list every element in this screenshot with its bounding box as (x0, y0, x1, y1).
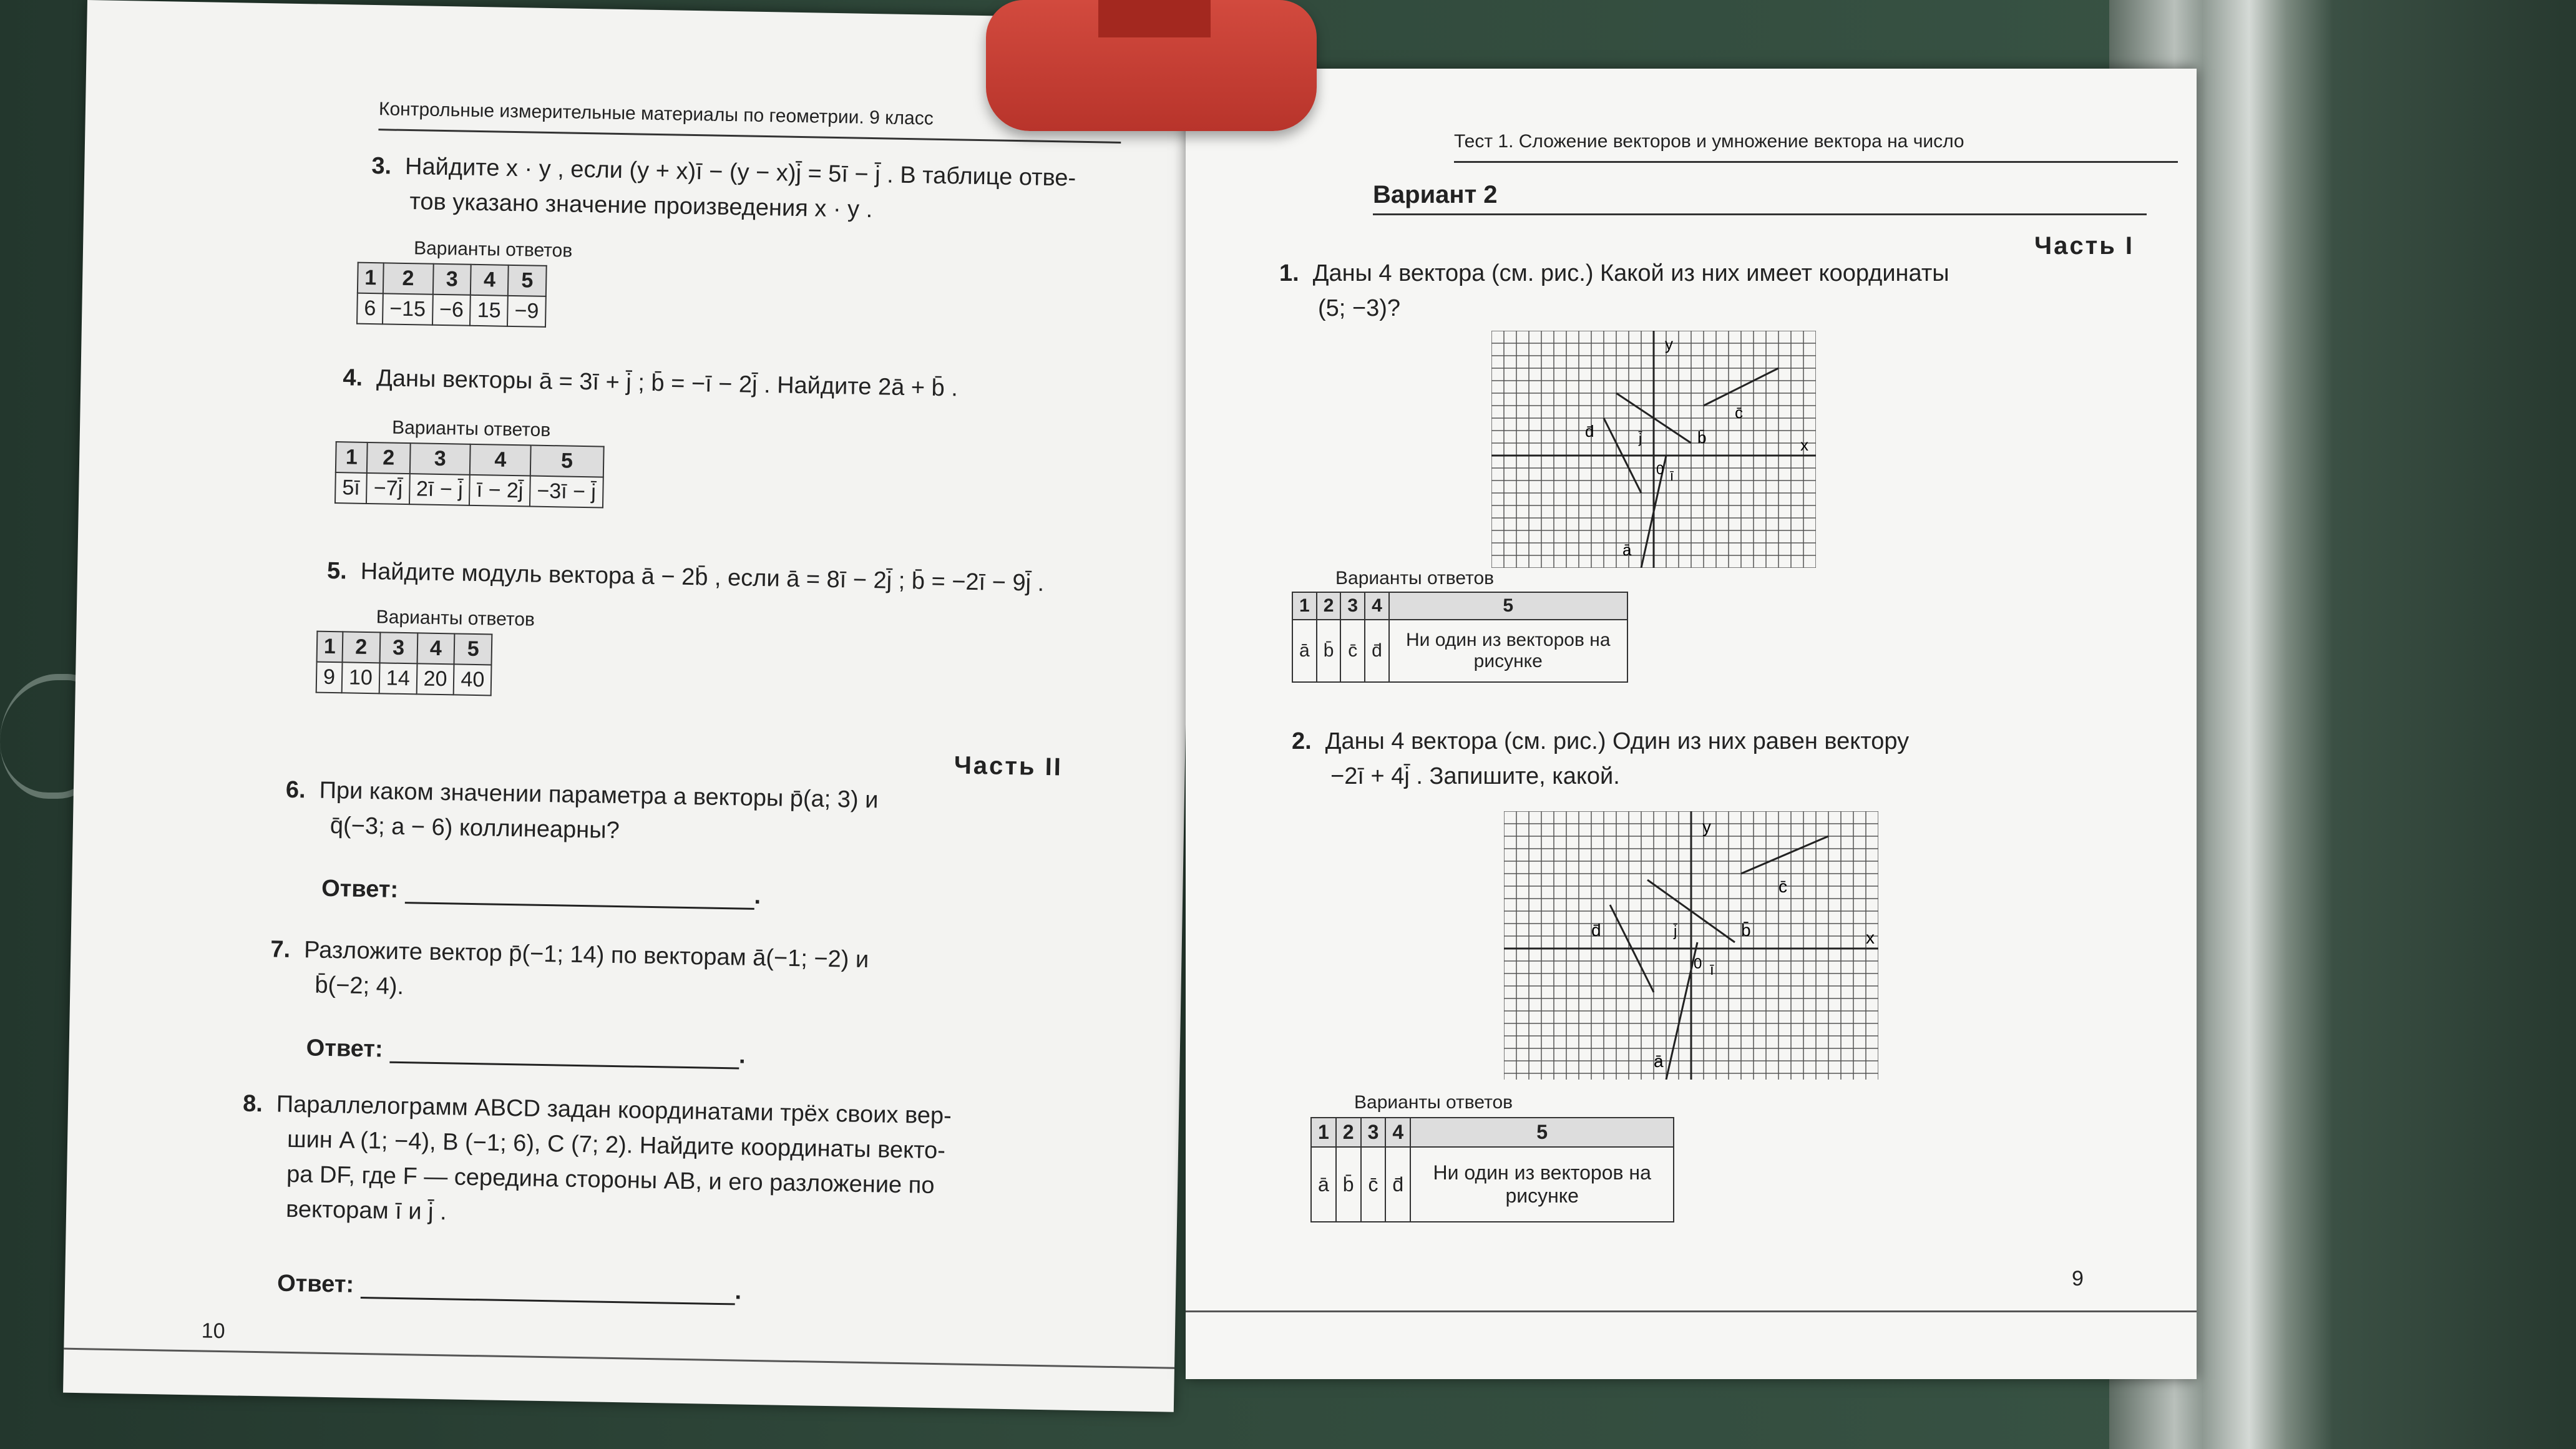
part-1-heading: Часть I (2034, 232, 2135, 260)
fig2-d-label: d̄ (1591, 920, 1601, 940)
q2-head-5: 5 (1410, 1118, 1674, 1147)
t4-head-1: 1 (336, 442, 368, 473)
answers-table-5 (316, 631, 493, 696)
answer-6-line[interactable] (404, 877, 754, 910)
t4-head-2: 2 (367, 442, 410, 474)
q2-head-1: 1 (1311, 1118, 1336, 1147)
fig1-d-label: d̄ (1585, 422, 1594, 441)
answers-caption-5: Варианты ответов (376, 607, 535, 630)
t5-val-2: 10 (342, 662, 380, 693)
right-footer-rule (1186, 1310, 2197, 1312)
t3-head-2: 2 (383, 263, 434, 294)
problem-7 (270, 932, 869, 1012)
answers-table-q1 (1292, 592, 1628, 683)
fig1-j-label: j̄ (1639, 431, 1642, 446)
q1-head-5: 5 (1389, 592, 1627, 620)
question-1-line2: (5; −3)? (1318, 295, 1401, 321)
variant-title: Вариант 2 (1373, 181, 1498, 208)
problem-6 (285, 773, 878, 853)
t4-head-5: 5 (530, 446, 603, 477)
problem-7-line1: Разложите вектор p̄(−1; 14) по векторам ā(−1; −2) и (303, 937, 869, 973)
t3-head-1: 1 (358, 263, 384, 294)
answer-7-label: Ответ: (306, 1035, 384, 1063)
t3-val-3: −6 (432, 295, 471, 326)
t5-val-1: 9 (316, 662, 343, 693)
right-page-number: 9 (2072, 1267, 2084, 1290)
fig1-b-label: b̄ (1697, 428, 1707, 447)
fig1-i-label: ī (1670, 468, 1674, 484)
fig1-x-label: x (1800, 436, 1808, 454)
problem-7-line2: b̄(−2; 4). (315, 972, 404, 1000)
question-1 (1279, 256, 1949, 326)
problem-3-line1: Найдите x · y , если (y + x)ī − (y − x)j̄ = 5ī − j̄ . В таблице отве- (404, 153, 1076, 192)
right-header-rule (1454, 161, 2178, 163)
q1-val-3: c̄ (1340, 620, 1365, 682)
question-2 (1292, 724, 1909, 794)
answers-table-q2 (1310, 1117, 1674, 1222)
q1-val-1: ā (1292, 620, 1317, 682)
t4-val-3: 2ī − j̄ (409, 474, 471, 505)
q2-head-4: 4 (1385, 1118, 1410, 1147)
q1-head-4: 4 (1365, 592, 1389, 620)
problem-8-line2: шин A (1; −4), B (−1; 6), C (7; 2). Найдите координаты векто- (286, 1126, 946, 1164)
problem-8-line3: ра DF, где F — середина стороны AB, и его разложение по (286, 1161, 935, 1199)
q1-val-5: Ни один из векторов на рисунке (1389, 620, 1627, 682)
left-page (63, 0, 1198, 1412)
fig2-a-label: ā (1654, 1051, 1664, 1071)
q1-head-3: 3 (1340, 592, 1365, 620)
q2-head-3: 3 (1361, 1118, 1386, 1147)
answer-8: Ответ: . (276, 1270, 742, 1305)
fig2-y-label: y (1702, 817, 1711, 836)
answer-6-label: Ответ: (321, 875, 399, 903)
answer-8-line[interactable] (360, 1272, 735, 1305)
fig2-c-label: c̄ (1778, 877, 1787, 896)
problem-5-number: 5. (326, 557, 348, 585)
fig1-y-label: y (1665, 334, 1673, 353)
fig2-b-label: b̄ (1741, 920, 1751, 940)
problem-8-number: 8. (242, 1090, 263, 1118)
fig1-c-label: c̄ (1735, 403, 1743, 422)
q2-val-3: c̄ (1361, 1147, 1386, 1222)
question-1-line1: Даны 4 вектора (см. рис.) Какой из них имеет координаты (1312, 260, 1949, 286)
q2-val-1: ā (1311, 1147, 1336, 1222)
t5-head-3: 3 (379, 632, 417, 663)
answers-caption-3: Варианты ответов (413, 238, 573, 261)
question-2-line1: Даны 4 вектора (см. рис.) Один из них равен вектору (1325, 728, 1910, 754)
t5-head-2: 2 (342, 632, 380, 663)
answers-caption-4: Варианты ответов (391, 417, 551, 441)
q1-head-2: 2 (1317, 592, 1341, 620)
problem-8-line1: Параллелограмм ABCD задан координатами трёх своих вер- (276, 1091, 952, 1129)
answers-table-3 (356, 262, 547, 328)
problem-6-number: 6. (285, 776, 306, 804)
left-footer-rule (64, 1348, 1174, 1369)
answer-7-line[interactable] (389, 1037, 739, 1070)
t3-val-4: 15 (470, 295, 508, 326)
fig2-o-label: 0 (1694, 955, 1702, 972)
problem-3-line2: тов указано значение произведения x · y . (409, 188, 873, 223)
t5-val-3: 14 (379, 663, 417, 694)
problem-3-number: 3. (371, 152, 392, 180)
answers-caption-q1: Варианты ответов (1335, 568, 1495, 588)
answers-table-4 (334, 441, 604, 508)
answers-caption-q2: Варианты ответов (1354, 1092, 1513, 1113)
t3-val-1: 6 (357, 293, 383, 324)
right-page (1186, 69, 2197, 1379)
fig2-x-label: x (1866, 928, 1875, 947)
t3-head-3: 3 (432, 264, 471, 295)
q1-val-2: b̄ (1317, 620, 1341, 682)
fig1-a-label: ā (1622, 540, 1632, 559)
t4-head-3: 3 (410, 443, 471, 475)
problem-4-text: Даны векторы ā = 3ī + j̄ ; b̄ = −ī − 2j̄ . Найдите 2ā + b̄ . (376, 365, 959, 402)
problem-5-text: Найдите модуль вектора ā − 2b̄ , если ā = 8ī − 2j̄ ; b̄ = −2ī − 9j̄ . (360, 558, 1045, 597)
answer-8-label: Ответ: (276, 1270, 354, 1298)
problem-4-number: 4. (343, 364, 363, 391)
q1-head-1: 1 (1292, 592, 1317, 620)
problem-8 (241, 1086, 952, 1239)
problem-4 (343, 360, 958, 406)
fig1-o-label: 0 (1656, 462, 1664, 477)
t4-val-1: 5ī (335, 472, 367, 504)
vector-c-2 (1741, 836, 1828, 874)
left-page-number: 10 (201, 1319, 225, 1344)
t4-val-5: −3ī − j̄ (530, 476, 603, 508)
t5-head-4: 4 (417, 633, 455, 664)
problem-8-line4: векторам ī и j̄ . (285, 1196, 447, 1226)
q2-val-2: b̄ (1336, 1147, 1361, 1222)
part-2-heading: Часть II (954, 751, 1063, 781)
q2-val-5: Ни один из векторов на рисунке (1410, 1147, 1674, 1222)
left-header: Контрольные измерительные материалы по геометрии. 9 класс (378, 99, 934, 129)
q2-head-2: 2 (1336, 1118, 1361, 1147)
t3-val-5: −9 (507, 296, 546, 327)
fig2-i-label: ī (1710, 962, 1714, 978)
red-clip-top (1098, 0, 1211, 37)
t4-val-2: −7j̄ (366, 473, 409, 504)
fig2-j-label: j̄ (1674, 923, 1677, 940)
q2-val-4: d̄ (1385, 1147, 1410, 1222)
t5-val-4: 20 (416, 663, 454, 695)
t5-head-5: 5 (454, 633, 492, 665)
question-1-number: 1. (1279, 260, 1299, 286)
left-header-rule (378, 129, 1121, 144)
problem-3 (371, 149, 1076, 231)
t3-head-5: 5 (508, 265, 547, 296)
problem-6-line2: q̄(−3; a − 6) коллинеарны? (329, 812, 620, 844)
t3-val-2: −15 (383, 293, 433, 324)
vector-figure-1 (1491, 331, 1816, 568)
answer-6: Ответ: . (321, 875, 761, 910)
problem-6-line1: При каком значении параметра a векторы p̄(a; 3) и (319, 777, 879, 814)
t5-head-1: 1 (317, 632, 343, 663)
question-2-number: 2. (1292, 728, 1312, 754)
right-header: Тест 1. Сложение векторов и умножение вектора на число (1454, 131, 1964, 152)
t5-val-5: 40 (454, 664, 492, 695)
problem-7-number: 7. (270, 936, 291, 963)
variant-rule (1373, 213, 2147, 215)
vector-figure-2 (1504, 811, 1878, 1080)
question-2-line2: −2ī + 4j̄ . Запишите, какой. (1330, 763, 1620, 789)
t3-head-4: 4 (471, 265, 509, 296)
t4-val-4: ī − 2j̄ (469, 475, 530, 507)
t4-head-4: 4 (470, 444, 531, 476)
q1-val-4: d̄ (1365, 620, 1389, 682)
answer-7: Ответ: . (306, 1035, 746, 1069)
problem-5 (327, 554, 1045, 601)
